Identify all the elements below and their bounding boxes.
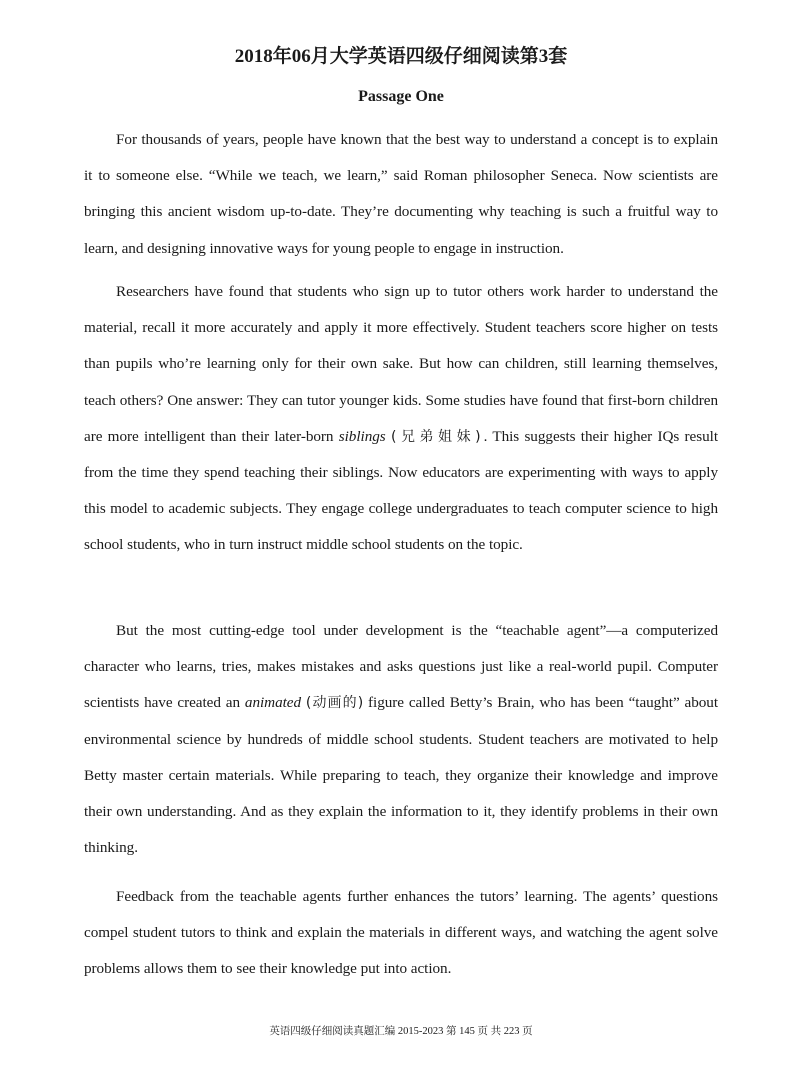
paragraph-2-text-before: Researchers have found that students who sign up to tutor others work harder to understand the material, recall it more accurately and apply it more effectively. Student teachers score higher on tests than pupils who’re learning only for their own sake. But how can children, still learning themselves, teach others? One answer: They can tutor younger kids. Some studies have found that first-born children are more intelligent than their later-born — [84, 283, 718, 445]
paragraph-3-text-after: figure called Betty’s Brain, who has been “taught” about environmental science by hundreds of middle school students. Student teachers are motivated to help Betty master certain materials. While preparing to teach, they organize their knowledge and improve their own understanding. And as they explain the information to it, they identify problems in their own thinking. — [84, 694, 719, 857]
gloss-animated-chinese: (动画的) — [305, 695, 364, 712]
paragraph-4: Feedback from the teachable agents further enhances the tutors’ learning. The agents’ questions compel student tutors to think and explain the materials in different ways, and watching the agent solve problems allows them to see their knowledge put into action. — [84, 888, 718, 978]
paragraph-2 — [84, 274, 718, 564]
page-footer: 英语四级仔细阅读真题汇编 2015-2023 第 145 页 共 223 页 — [269, 1026, 533, 1037]
paragraph-3-text-before: But the most cutting-edge tool under development is the “teachable agent”—a computerized character who learns, tries, makes mistakes and asks questions just like a real-world pupil. Computer scientists have created an — [84, 622, 718, 712]
glossed-term-siblings: siblings — [338, 427, 386, 445]
paragraph-2-text-after: . This suggests their higher IQs result from the time they spend teaching their siblings. Now educators are experimenting with ways to apply this model to academic subjects. They engage college undergraduates to teach computer science to high school students, who in turn instruct middle school students on the topic. — [84, 427, 718, 554]
paragraph-3 — [84, 613, 718, 866]
paragraph-1: For thousands of years, people have known that the best way to understand a concept is to explain it to someone else. “While we teach, we learn,” said Roman philosopher Seneca. Now scientists are bringing this ancient wisdom up-to-date. They’re documenting why teaching is such a fruitful way to learn, and designing innovative ways for young people to engage in instruction. — [84, 131, 718, 257]
document-title: 2018年06月大学英语四级仔细阅读第3套 — [234, 46, 568, 67]
document-page — [84, 0, 718, 1066]
passage-heading: Passage One — [358, 88, 444, 105]
glossed-term-animated: animated — [244, 694, 302, 712]
gloss-siblings-chinese: (兄弟姐妹) — [390, 428, 484, 445]
